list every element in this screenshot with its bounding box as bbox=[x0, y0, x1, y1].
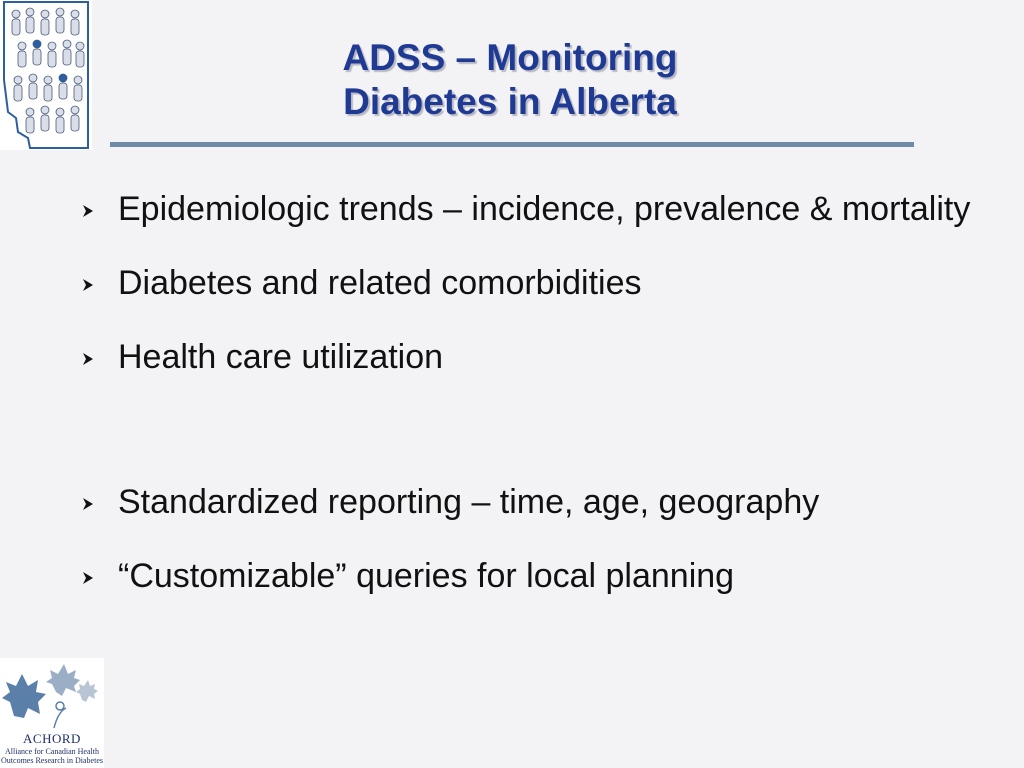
bullet-list bbox=[80, 186, 980, 627]
bullet-item bbox=[80, 334, 980, 381]
achord-subtitle-line-1: Alliance for Canadian Health bbox=[5, 747, 99, 756]
achord-logo-name: ACHORD bbox=[23, 731, 81, 746]
bullet-text: Standardized reporting – time, age, geography bbox=[118, 483, 820, 521]
bullet-item bbox=[80, 186, 980, 233]
slide-title bbox=[250, 36, 770, 124]
alberta-people-logo bbox=[0, 0, 92, 150]
bullet-text: Health care utilization bbox=[118, 338, 444, 376]
arrowhead-icon bbox=[80, 203, 96, 219]
bullet-text: Epidemiologic trends – incidence, prevalence & mortality bbox=[118, 190, 971, 228]
title-divider bbox=[110, 142, 914, 147]
bullet-item bbox=[80, 479, 980, 526]
arrowhead-icon bbox=[80, 277, 96, 293]
achord-logo bbox=[0, 658, 104, 768]
maple-leaf-logo bbox=[0, 658, 104, 732]
bullet-item bbox=[80, 260, 980, 307]
arrowhead-icon bbox=[80, 570, 96, 586]
bullet-item bbox=[80, 553, 980, 600]
arrowhead-icon bbox=[80, 496, 96, 512]
achord-logo-subtitle bbox=[0, 747, 104, 765]
title-line-1: ADSS – Monitoring bbox=[342, 37, 678, 78]
bullet-text: “Customizable” queries for local planning bbox=[118, 557, 735, 595]
bullet-text: Diabetes and related comorbidities bbox=[118, 264, 642, 302]
arrowhead-icon bbox=[80, 351, 96, 367]
title-line-2: Diabetes in Alberta bbox=[343, 81, 677, 122]
achord-subtitle-line-2: Outcomes Research in Diabetes bbox=[1, 756, 103, 765]
